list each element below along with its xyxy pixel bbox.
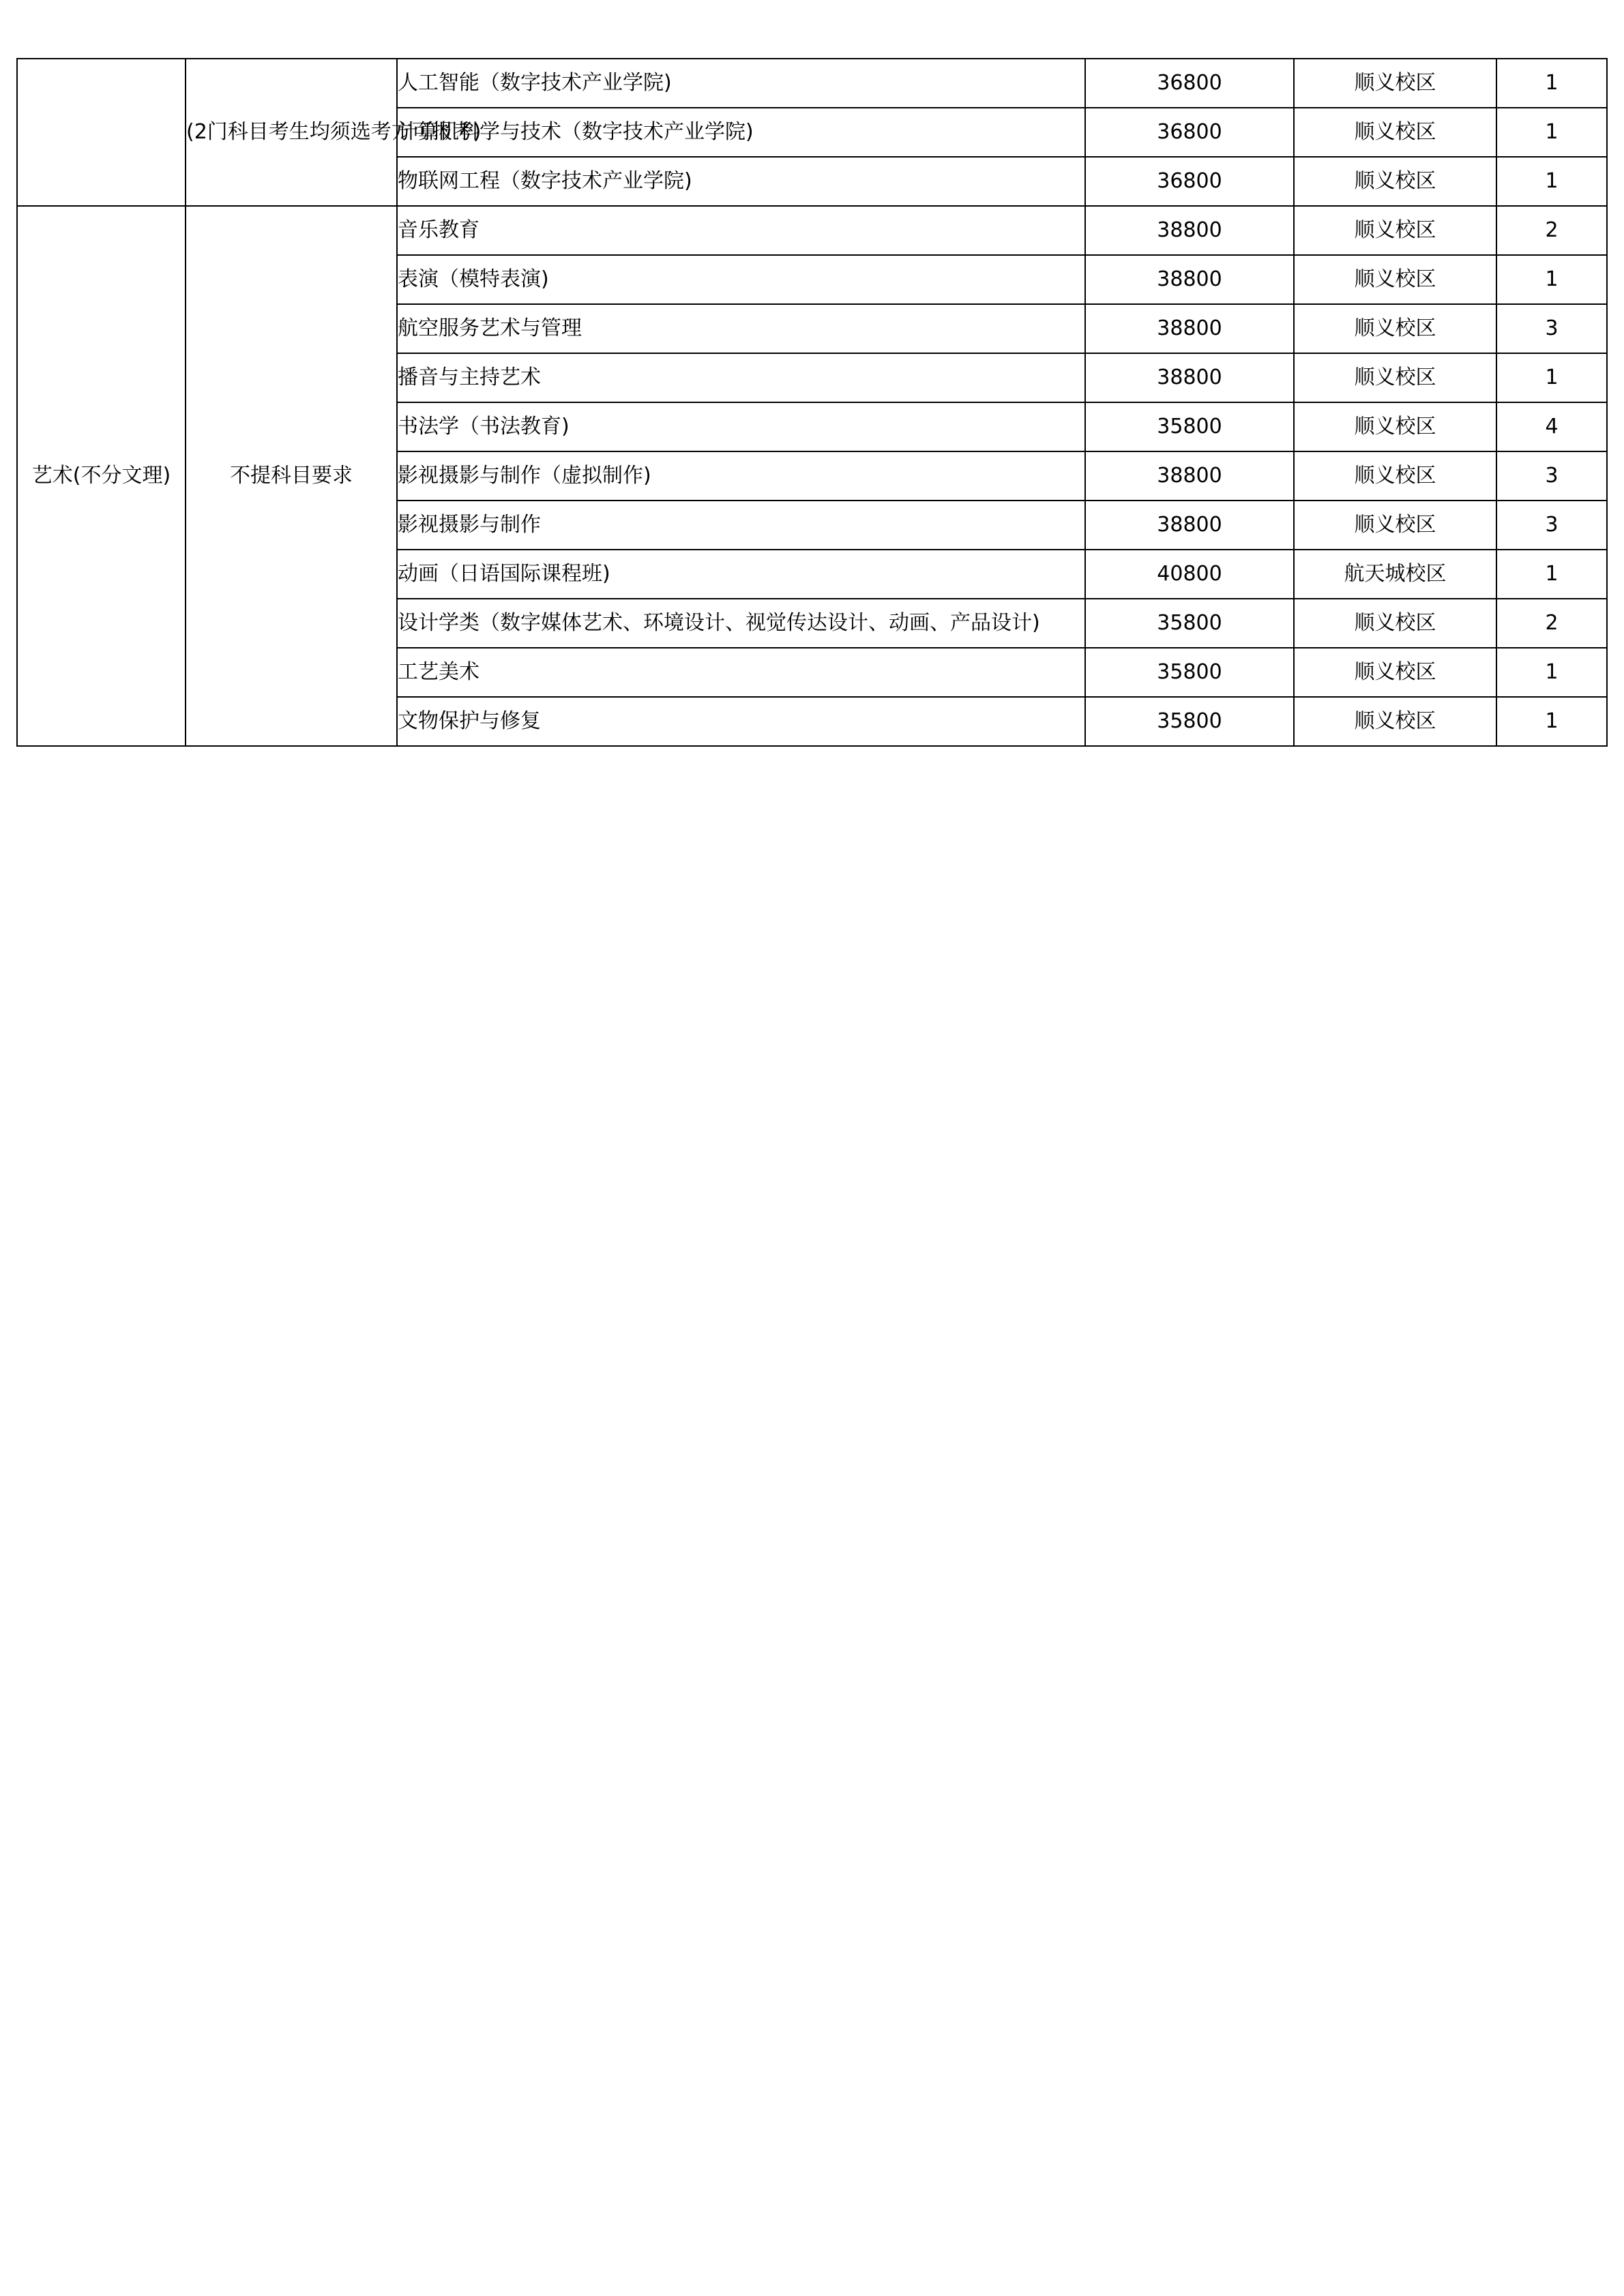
plan-count-cell: 3 — [1496, 304, 1607, 353]
major-cell: 物联网工程（数字技术产业学院) — [397, 157, 1085, 206]
major-cell: 人工智能（数字技术产业学院) — [397, 59, 1085, 108]
tuition-cell: 38800 — [1085, 255, 1294, 304]
campus-cell: 顺义校区 — [1294, 255, 1496, 304]
plan-count-cell: 3 — [1496, 501, 1607, 550]
campus-cell: 顺义校区 — [1294, 353, 1496, 402]
category-cell — [17, 59, 186, 206]
tuition-cell: 35800 — [1085, 599, 1294, 648]
table-row — [17, 59, 1607, 108]
plan-count-cell: 3 — [1496, 451, 1607, 501]
tuition-cell: 38800 — [1085, 451, 1294, 501]
plan-count-cell: 1 — [1496, 353, 1607, 402]
major-cell: 播音与主持艺术 — [397, 353, 1085, 402]
campus-cell: 顺义校区 — [1294, 108, 1496, 157]
campus-cell: 顺义校区 — [1294, 697, 1496, 746]
major-cell: 动画（日语国际课程班) — [397, 550, 1085, 599]
major-cell: 设计学类（数字媒体艺术、环境设计、视觉传达设计、动画、产品设计) — [397, 599, 1085, 648]
major-cell: 影视摄影与制作（虚拟制作) — [397, 451, 1085, 501]
tuition-cell: 38800 — [1085, 206, 1294, 255]
tuition-cell: 40800 — [1085, 550, 1294, 599]
major-cell: 书法学（书法教育) — [397, 402, 1085, 451]
tuition-cell: 38800 — [1085, 353, 1294, 402]
plan-count-cell: 4 — [1496, 402, 1607, 451]
tuition-cell: 38800 — [1085, 501, 1294, 550]
category-cell: 艺术(不分文理) — [17, 206, 186, 746]
plan-count-cell: 1 — [1496, 648, 1607, 697]
major-cell: 表演（模特表演) — [397, 255, 1085, 304]
tuition-cell: 35800 — [1085, 648, 1294, 697]
plan-count-cell: 1 — [1496, 157, 1607, 206]
subject-requirement-cell: (2门科目考生均须选考方可报考) — [186, 59, 397, 206]
major-cell: 音乐教育 — [397, 206, 1085, 255]
enrollment-plan-table — [16, 58, 1608, 747]
campus-cell: 顺义校区 — [1294, 157, 1496, 206]
plan-count-cell: 1 — [1496, 59, 1607, 108]
campus-cell: 顺义校区 — [1294, 648, 1496, 697]
tuition-cell: 36800 — [1085, 59, 1294, 108]
plan-count-cell: 1 — [1496, 255, 1607, 304]
plan-count-cell: 2 — [1496, 599, 1607, 648]
campus-cell: 顺义校区 — [1294, 451, 1496, 501]
campus-cell: 顺义校区 — [1294, 501, 1496, 550]
major-cell: 文物保护与修复 — [397, 697, 1085, 746]
campus-cell: 顺义校区 — [1294, 599, 1496, 648]
major-cell: 计算机科学与技术（数字技术产业学院) — [397, 108, 1085, 157]
subject-requirement-cell: 不提科目要求 — [186, 206, 397, 746]
plan-count-cell: 2 — [1496, 206, 1607, 255]
campus-cell: 顺义校区 — [1294, 206, 1496, 255]
campus-cell: 航天城校区 — [1294, 550, 1496, 599]
major-cell: 工艺美术 — [397, 648, 1085, 697]
tuition-cell: 36800 — [1085, 108, 1294, 157]
major-cell: 航空服务艺术与管理 — [397, 304, 1085, 353]
campus-cell: 顺义校区 — [1294, 402, 1496, 451]
campus-cell: 顺义校区 — [1294, 59, 1496, 108]
plan-count-cell: 1 — [1496, 697, 1607, 746]
tuition-cell: 36800 — [1085, 157, 1294, 206]
tuition-cell: 38800 — [1085, 304, 1294, 353]
table-row — [17, 206, 1607, 255]
tuition-cell: 35800 — [1085, 402, 1294, 451]
tuition-cell: 35800 — [1085, 697, 1294, 746]
plan-count-cell: 1 — [1496, 550, 1607, 599]
plan-count-cell: 1 — [1496, 108, 1607, 157]
major-cell: 影视摄影与制作 — [397, 501, 1085, 550]
campus-cell: 顺义校区 — [1294, 304, 1496, 353]
